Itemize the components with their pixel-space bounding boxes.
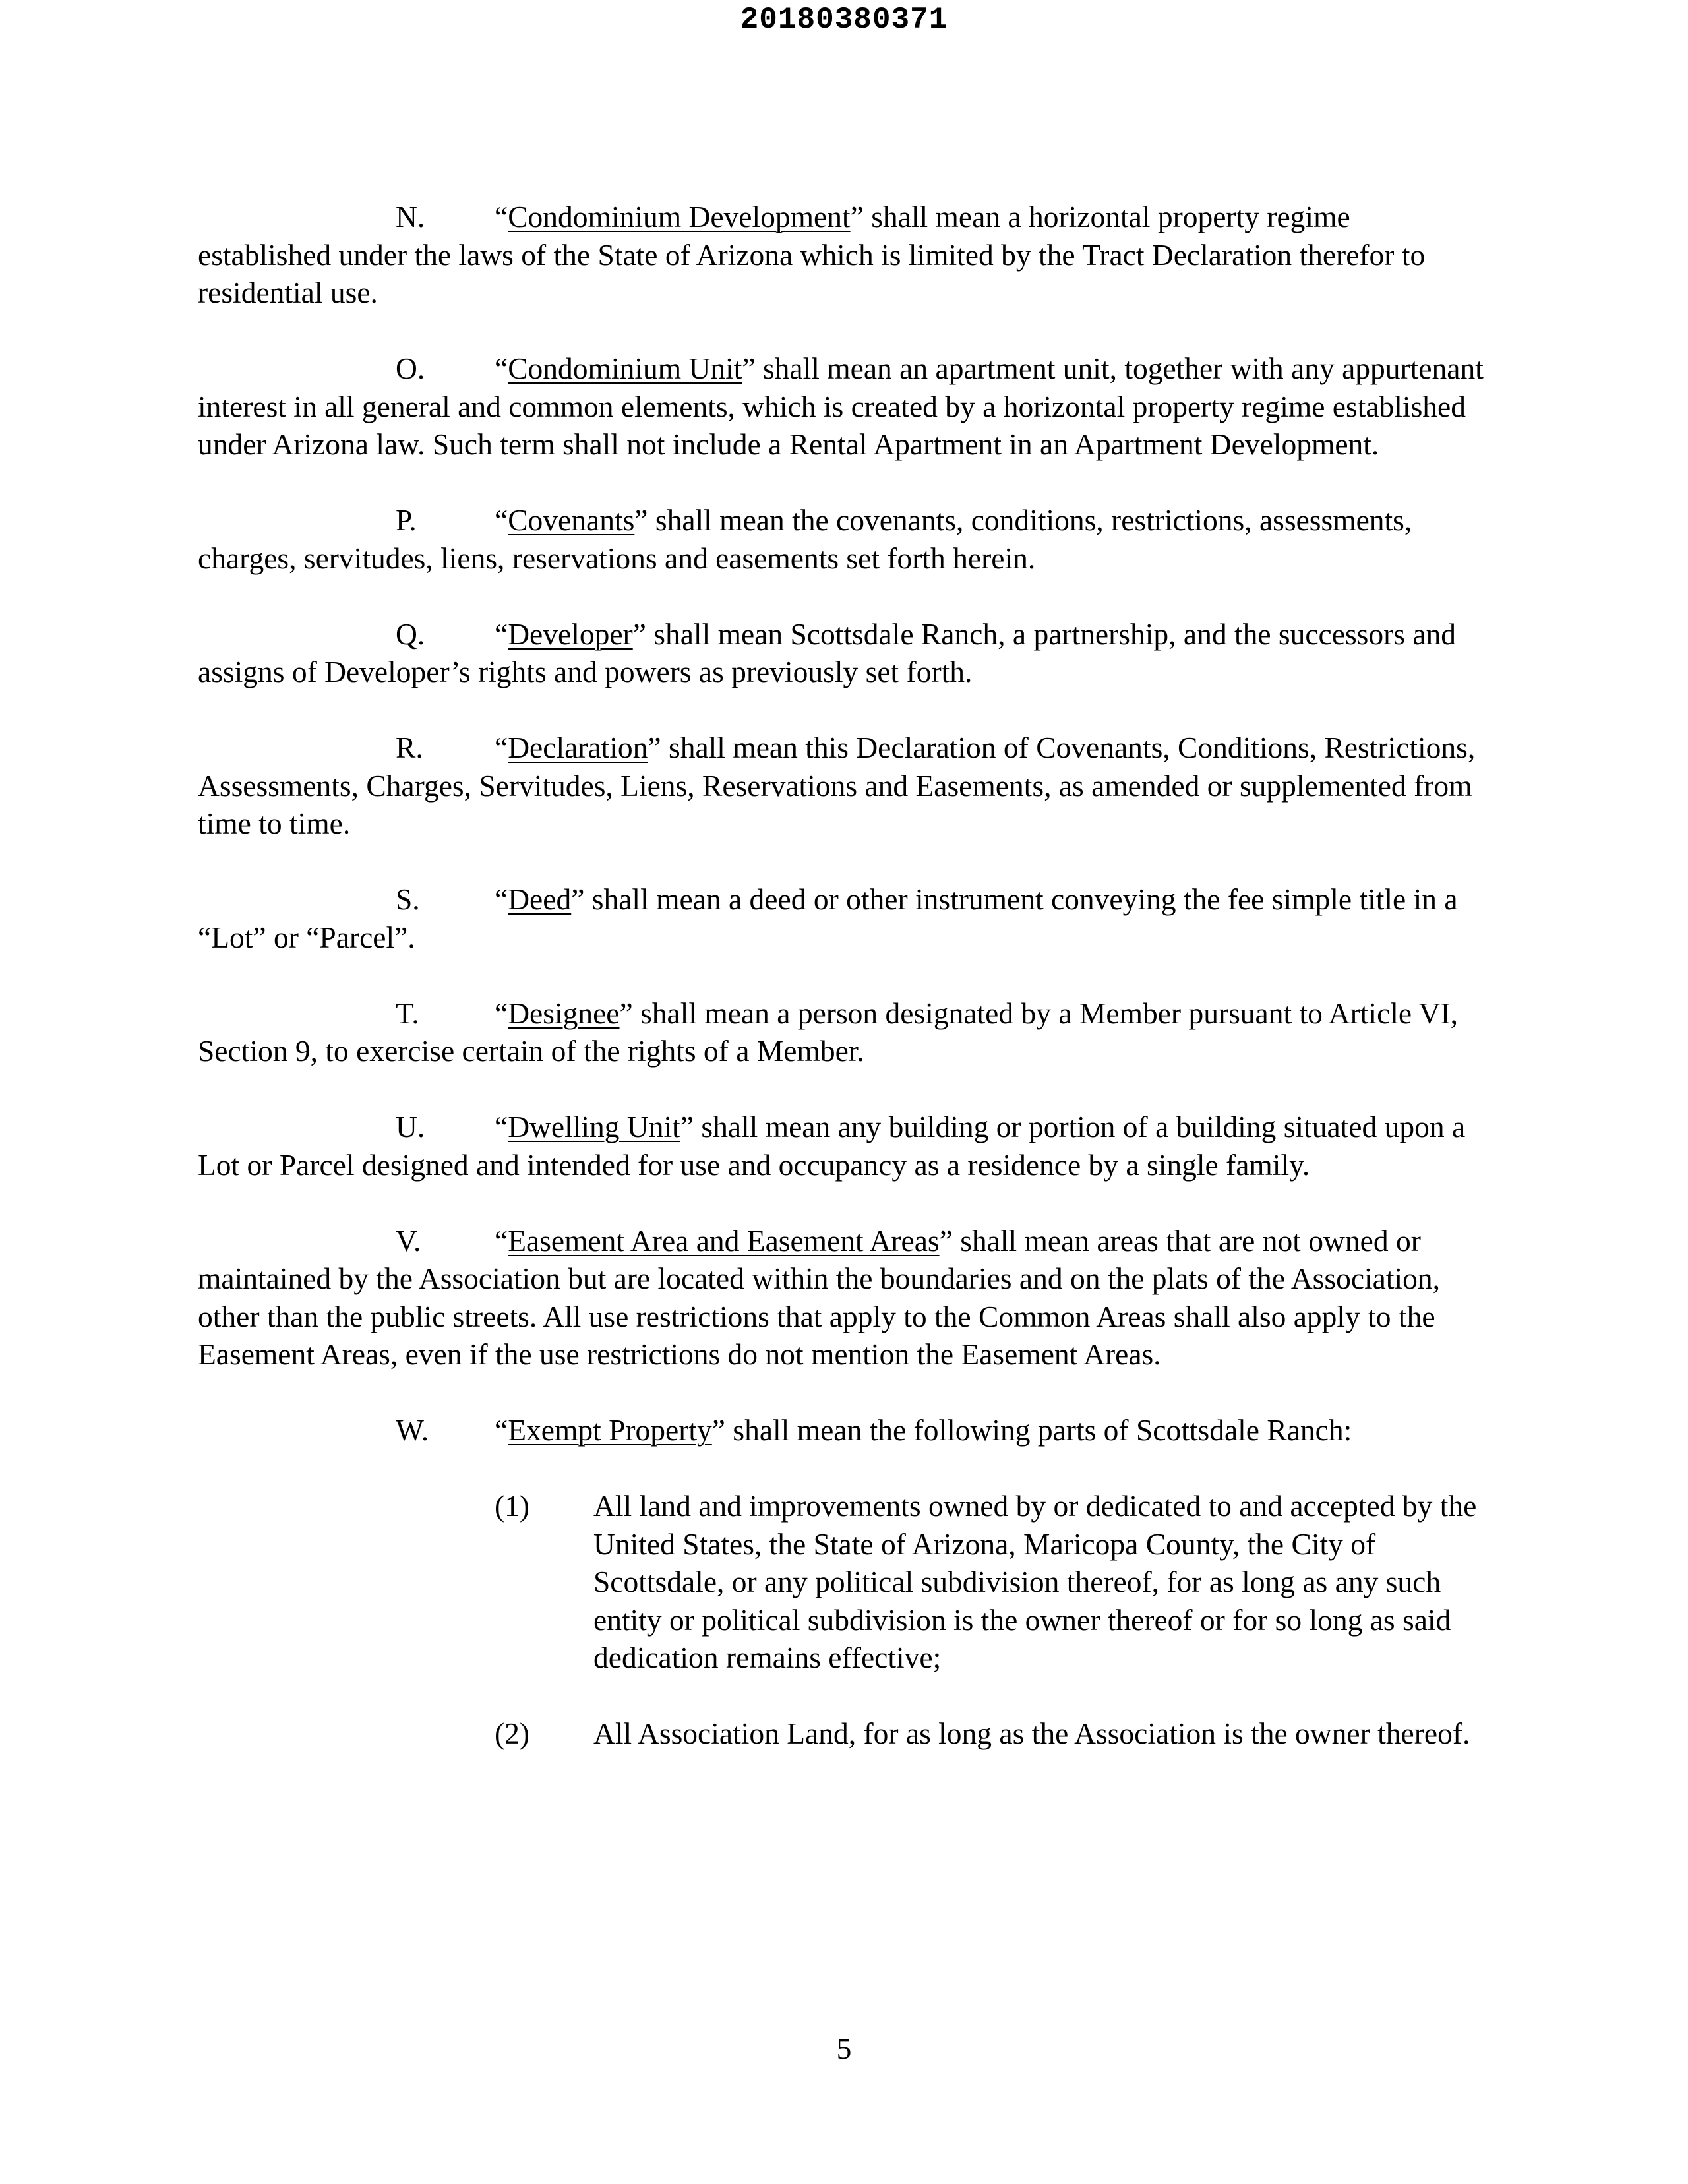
recording-number: 20180380371 (740, 3, 948, 37)
definition-n (198, 198, 1484, 312)
open-quote: “ (495, 351, 508, 385)
definition-t (198, 994, 1484, 1070)
definition-u (198, 1108, 1484, 1184)
definition-o (198, 349, 1484, 464)
definition-text: ” shall mean an apartment unit, together with any appurtenant interest in all general and common elements, which is created by a horizontal property regime established under Arizona law. Such term shall not include a Rental Apartment in an Apartment Development. (198, 351, 1484, 461)
defined-term: Deed (508, 882, 572, 916)
definition-text: ” shall mean a deed or other instrument conveying the fee simple title in a “Lot” or “Parcel”. (198, 882, 1458, 954)
definition-letter: V. (396, 1223, 421, 1258)
exempt-property-item-2 (198, 1714, 1484, 1753)
sub-item-number: (1) (495, 1489, 530, 1523)
definition-s (198, 880, 1484, 956)
open-quote: “ (495, 882, 508, 916)
defined-term: Dwelling Unit (508, 1110, 680, 1143)
definition-letter: P. (396, 503, 417, 537)
defined-term: Declaration (508, 731, 648, 764)
definition-letter: O. (396, 351, 425, 385)
definition-text: ” shall mean any building or portion of a building situated upon a Lot or Parcel designed and intended for use and occupancy as a residence by a single family. (198, 1110, 1466, 1182)
definition-text: ” shall mean areas that are not owned or maintained by the Association but are located within the boundaries and on the plats of the Association, other than the public streets. All use restrictions that apply to the Common Areas shall also apply to the Easement Areas, even if the use restrictions do not mention the Easement Areas. (198, 1223, 1441, 1371)
definition-text: ” shall mean a horizontal property regime established under the laws of the State of Arizona which is limited by the Tract Declaration therefor to residential use. (198, 200, 1426, 309)
definition-letter: R. (396, 731, 423, 764)
open-quote: “ (495, 1110, 508, 1143)
definition-text: ” shall mean the following parts of Scottsdale Ranch: (711, 1413, 1352, 1447)
defined-term: Easement Area and Easement Areas (508, 1223, 940, 1258)
sub-item-number: (2) (495, 1716, 530, 1750)
sub-item-text: All land and improvements owned by or dedicated to and accepted by the United States, the State of Arizona, Maricopa County, the City of Scottsdale, or any political subdivision thereof, for as long as any such entity or political subdivision is the owner thereof or for so long as said dedication remains effective; (593, 1489, 1477, 1674)
definition-letter: Q. (396, 617, 425, 651)
definition-w (198, 1411, 1484, 1449)
defined-term: Covenants (508, 503, 635, 537)
defined-term: Exempt Property (508, 1413, 712, 1447)
definition-p (198, 501, 1484, 577)
sub-item-text: All Association Land, for as long as the Association is the owner thereof. (593, 1716, 1470, 1750)
definition-v (198, 1222, 1484, 1374)
defined-term: Developer (508, 617, 633, 651)
definition-text: ” shall mean the covenants, conditions, restrictions, assessments, charges, servitudes, liens, reservations and easements set forth herein. (198, 503, 1412, 575)
open-quote: “ (495, 503, 508, 537)
definition-letter: W. (396, 1413, 429, 1447)
open-quote: “ (495, 200, 508, 233)
document-body (198, 198, 1484, 1790)
definition-letter: U. (396, 1110, 425, 1143)
open-quote: “ (495, 1223, 508, 1258)
page-number: 5 (836, 2032, 852, 2065)
definition-letter: T. (396, 996, 419, 1030)
defined-term: Designee (508, 996, 620, 1030)
definition-text: ” shall mean Scottsdale Ranch, a partnership, and the successors and assigns of Developer’s rights and powers as previously set forth. (198, 617, 1457, 688)
definition-letter: S. (396, 882, 420, 916)
definition-letter: N. (396, 200, 425, 233)
defined-term: Condominium Unit (508, 351, 742, 385)
open-quote: “ (495, 617, 508, 651)
open-quote: “ (495, 1413, 508, 1447)
open-quote: “ (495, 996, 508, 1030)
defined-term: Condominium Development (508, 200, 851, 233)
definition-r (198, 729, 1484, 843)
exempt-property-item-1 (198, 1487, 1484, 1677)
definition-q (198, 615, 1484, 691)
definition-text: ” shall mean this Declaration of Covenants, Conditions, Restrictions, Assessments, Charges, Servitudes, Liens, Reservations and Easements, as amended or supplemented from time to time. (198, 731, 1476, 840)
open-quote: “ (495, 731, 508, 764)
definition-text: ” shall mean a person designated by a Member pursuant to Article VI, Section 9, to exercise certain of the rights of a Member. (198, 996, 1459, 1068)
